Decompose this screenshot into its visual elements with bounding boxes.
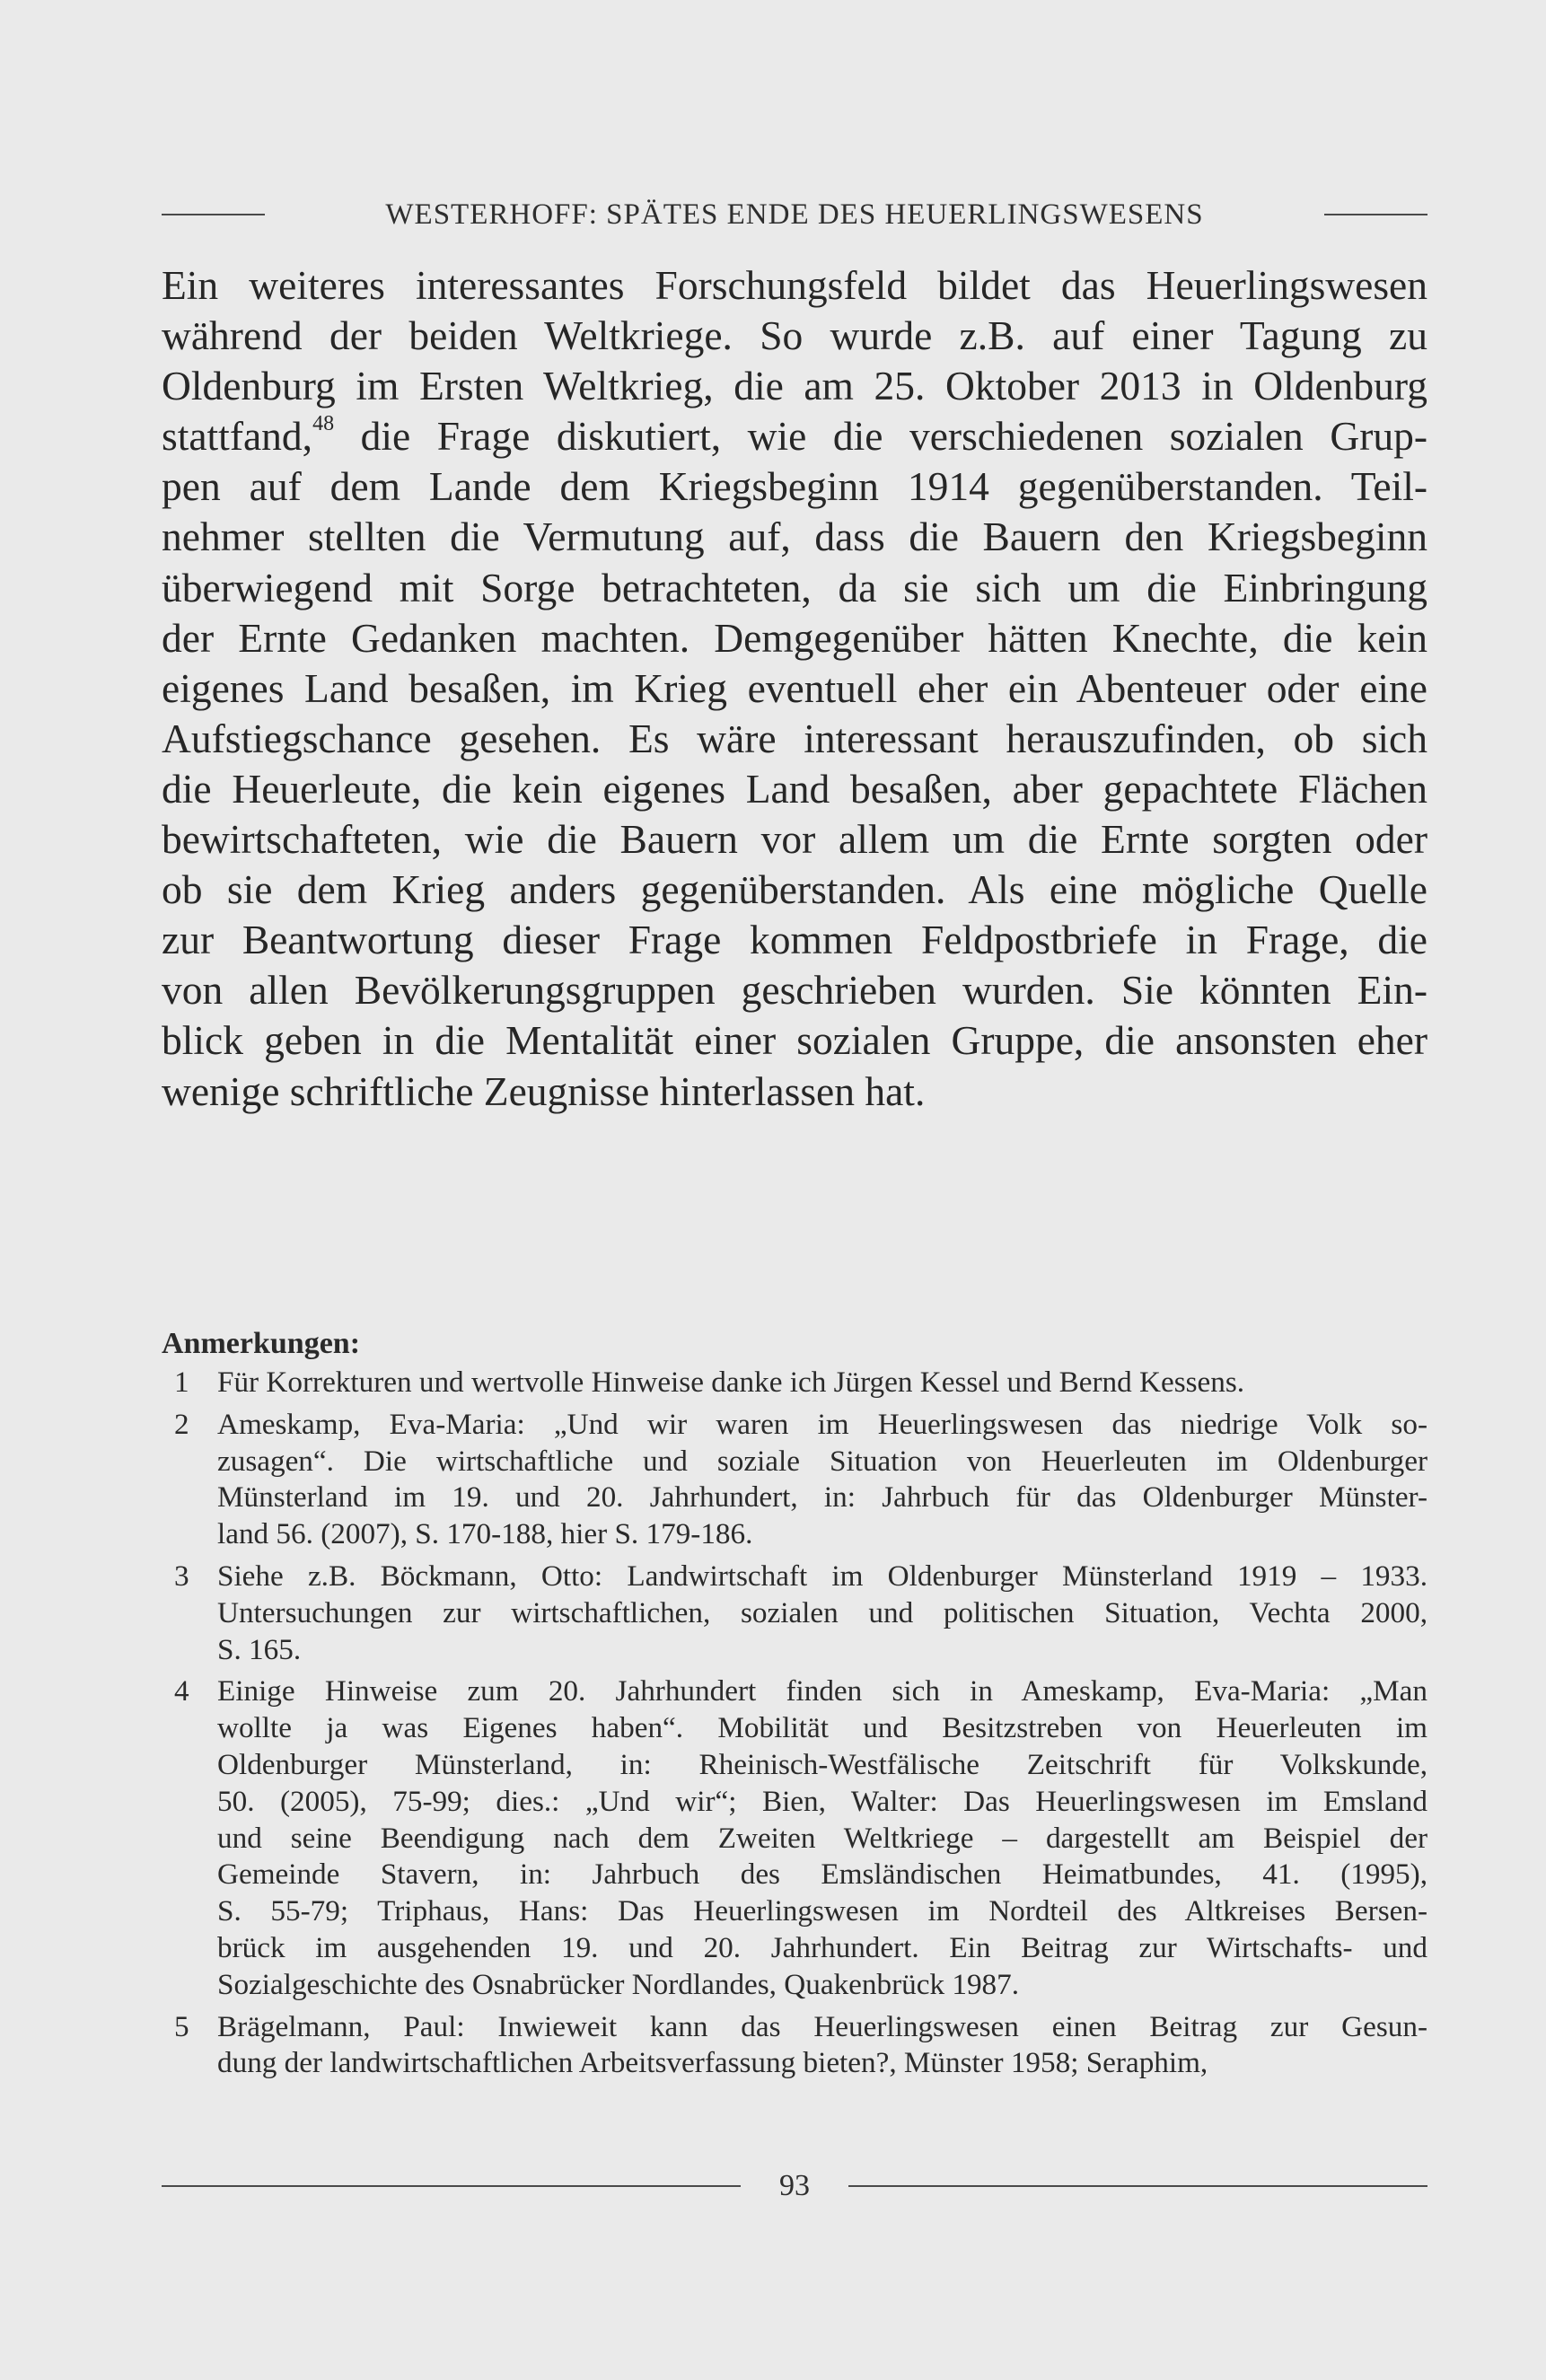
footnote-line: Für Korrekturen und wertvolle Hinweise danke ich Jürgen Kessel und Bernd Kessens. — [217, 1366, 1245, 1399]
body-line-text: überwiegend mit Sorge betrachteten, da sie sich um die Einbringung — [162, 564, 1427, 610]
footnote-line: und seine Beendigung nach dem Zweiten Weltkriege – dargestellt am Beispiel der — [217, 1821, 1427, 1855]
body-line-text: ob sie dem Krieg anders gegenüberstanden. Als eine mögliche Quelle — [162, 866, 1427, 913]
running-head-left-rule — [162, 214, 265, 215]
footnote-line: 50. (2005), 75-99; dies.: „Und wir“; Bien, Walter: Das Heuerlingswesen im Emsland — [217, 1784, 1427, 1818]
body-line — [162, 411, 1427, 461]
footer-left-rule — [162, 2185, 741, 2187]
body-line — [162, 865, 1427, 915]
footnote — [162, 2009, 1427, 2083]
main-paragraph — [162, 260, 1427, 1117]
footnote-line: Münsterland im 19. und 20. Jahrhundert, in: Jahrbuch für das Oldenburger Münster- — [217, 1480, 1427, 1515]
page-footer — [162, 2164, 1427, 2209]
footnote-line: Ameskamp, Eva-Maria: „Und wir waren im Heuerlingswesen das niedrige Volk so- — [217, 1407, 1427, 1441]
footnote-line: Oldenburger Münsterland, in: Rheinisch-Westfälische Zeitschrift für Volkskunde, — [217, 1747, 1427, 1781]
footnote-number: 1 — [174, 1366, 189, 1399]
footer-right-rule — [848, 2185, 1427, 2187]
footnote-line: Sozialgeschichte des Osnabrücker Nordlandes, Quakenbrück 1987. — [217, 1967, 1020, 2001]
footnote-line: Gemeinde Stavern, in: Jahrbuch des Emsländischen Heimatbundes, 41. (1995), — [217, 1857, 1427, 1892]
body-line-text: stattfand, — [162, 413, 313, 460]
body-line — [162, 613, 1427, 663]
footnote-line: Einige Hinweise zum 20. Jahrhundert finden sich in Ameskamp, Eva-Maria: „Man — [217, 1674, 1427, 1708]
footnotes-list — [162, 1365, 1427, 2082]
body-line — [162, 814, 1427, 865]
footnote-number: 4 — [174, 1674, 189, 1708]
body-line — [162, 311, 1427, 361]
body-line-text: zur Beantwortung dieser Frage kommen Feldpostbriefe in Frage, die — [162, 917, 1427, 963]
body-line — [162, 663, 1427, 714]
body-line-text: nehmer stellten die Vermutung auf, dass die Bauern den Kriegsbeginn — [162, 514, 1427, 560]
footnote-line: dung der landwirtschaftlichen Arbeitsverfassung bieten?, Münster 1958; Seraphim, — [217, 2046, 1208, 2080]
footnotes-heading: Anmerkungen: — [162, 1327, 361, 1360]
body-line-text: die Frage diskutiert, wie die verschiedenen sozialen Grup- — [334, 413, 1427, 460]
footnote-number: 3 — [174, 1559, 189, 1593]
footnote — [162, 1407, 1427, 1553]
running-head — [162, 192, 1427, 237]
footnote-line: Untersuchungen zur wirtschaftlichen, sozialen und politischen Situation, Vechta 2000, — [217, 1595, 1427, 1629]
body-line-text: der Ernte Gedanken machten. Demgegenüber hätten Knechte, die kein — [162, 614, 1427, 661]
body-line — [162, 461, 1427, 512]
body-line-text: Oldenburg im Ersten Weltkrieg, die am 25. Oktober 2013 in Oldenburg — [162, 363, 1427, 409]
running-head-right-rule — [1324, 214, 1427, 215]
footnote-number: 5 — [174, 2009, 189, 2043]
footnote-line: S. 165. — [217, 1632, 302, 1666]
footnote — [162, 1365, 1427, 1401]
body-line — [162, 915, 1427, 965]
footnote-line: Siehe z.B. Böckmann, Otto: Landwirtschaft im Oldenburger Münsterland 1919 – 1933. — [217, 1559, 1427, 1593]
body-line — [162, 361, 1427, 411]
footnote-reference: 48 — [312, 412, 335, 436]
body-line-text: Aufstiegschance gesehen. Es wäre interessant herauszufinden, ob sich — [162, 715, 1427, 761]
body-line-text: Ein weiteres interessantes Forschungsfeld bildet das Heuerlingswesen — [162, 262, 1427, 308]
footnote-line: zusagen“. Die wirtschaftliche und soziale Situation von Heuerleuten im Oldenburger — [217, 1444, 1427, 1478]
page-number: 93 — [779, 2169, 810, 2202]
body-line-text: von allen Bevölkerungsgruppen geschrieben wurden. Sie könnten Ein- — [162, 967, 1427, 1014]
body-line-text: blick geben in die Mentalität einer sozialen Gruppe, die ansonsten eher — [162, 1017, 1427, 1064]
body-line-text: während der beiden Weltkriege. So wurde z.B. auf einer Tagung zu — [162, 312, 1427, 359]
footnotes-section — [162, 1325, 1427, 2087]
body-line — [162, 1067, 1427, 1117]
running-head-title: WESTERHOFF: SPÄTES ENDE DES HEUERLINGSWESENS — [385, 198, 1204, 231]
body-line-text: eigenes Land besaßen, im Krieg eventuell eher ein Abenteuer oder eine — [162, 664, 1427, 711]
footnote-number: 2 — [174, 1407, 189, 1441]
footnote-line: Brägelmann, Paul: Inwieweit kann das Heuerlingswesen einen Beitrag zur Gesun- — [217, 2009, 1427, 2043]
body-line — [162, 965, 1427, 1015]
body-line — [162, 1015, 1427, 1066]
body-line — [162, 563, 1427, 613]
footnote — [162, 1673, 1427, 2003]
footnote-line: wollte ja was Eigenes haben“. Mobilität und Besitzstreben von Heuerleuten im — [217, 1711, 1427, 1745]
footnote-line: land 56. (2007), S. 170-188, hier S. 179-186. — [217, 1517, 753, 1551]
body-line — [162, 764, 1427, 814]
body-line-text: bewirtschafteten, wie die Bauern vor allem um die Ernte sorgten oder — [162, 816, 1427, 863]
body-line — [162, 512, 1427, 562]
body-line — [162, 260, 1427, 311]
body-line — [162, 714, 1427, 764]
body-line-text: pen auf dem Lande dem Kriegsbeginn 1914 gegenüberstanden. Teil- — [162, 463, 1427, 510]
body-line-text: die Heuerleute, die kein eigenes Land besaßen, aber gepachtete Flächen — [162, 765, 1427, 812]
footnote-line: brück im ausgehenden 19. und 20. Jahrhundert. Ein Beitrag zur Wirtschafts- und — [217, 1930, 1427, 1964]
footnote-line: S. 55-79; Triphaus, Hans: Das Heuerlingswesen im Nordteil des Altkreises Bersen- — [217, 1894, 1427, 1928]
body-line-text: wenige schriftliche Zeugnisse hinterlassen hat. — [162, 1067, 926, 1114]
footnote — [162, 1559, 1427, 1668]
